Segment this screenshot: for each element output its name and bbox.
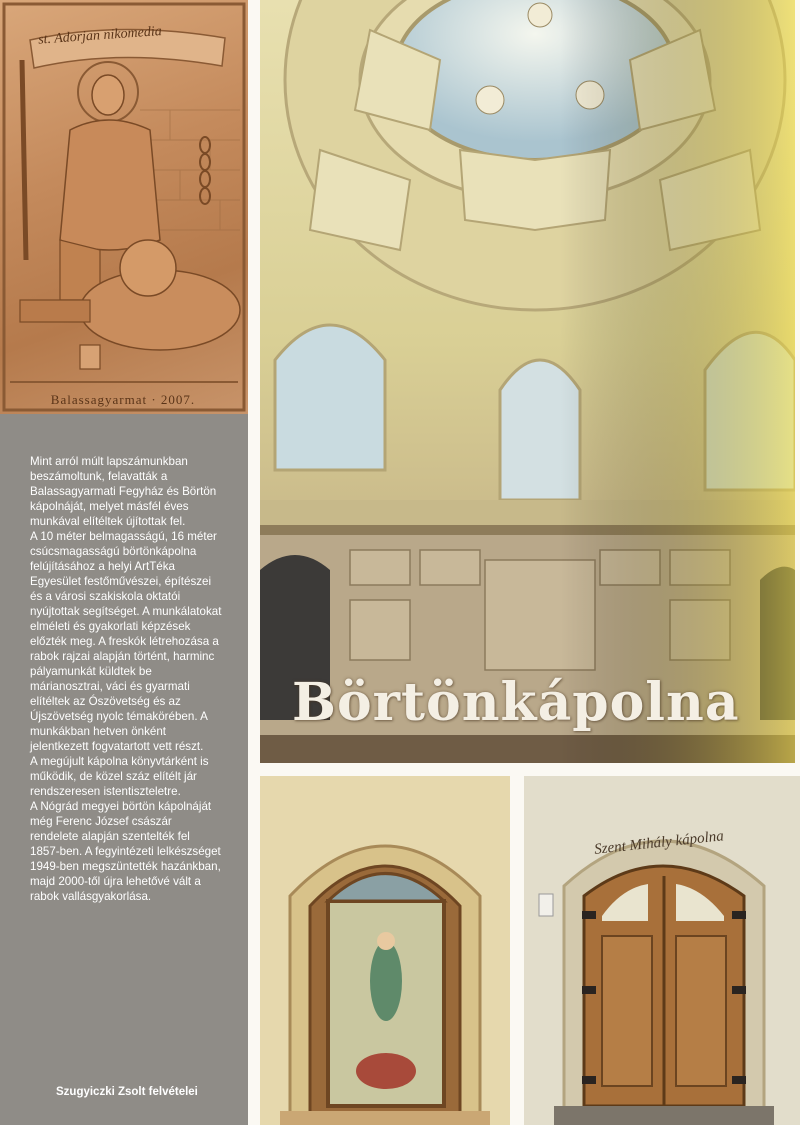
chapel-dome-photo	[260, 0, 795, 763]
door-sign-text: Szent Mihály kápolna	[593, 828, 725, 858]
page-title: Börtönkápolna	[292, 672, 740, 733]
window-illustration	[260, 776, 510, 1125]
article-column	[0, 414, 248, 1125]
wood-carving-photo	[0, 0, 248, 414]
article-paragraph: A 10 méter belmagasságú, 16 méter csúcsmagasságú börtönkápolna felújításához a helyi ArtTéka Egyesület festőművészei, építészei és a városi szakiskola oktatói nyújtottak segítséget. A munkálatokat elméleti és gyakorlati képzések előzték meg. A freskók létrehozása a rabok rajzai alapján történt, harminc pályamunkát küldtek be márianosztrai, váci és gyarmati elítéltek az Ószövetség és az Újszövetség nyolc témakörében. A munkákban hetven önként jelentkezett fogvatartott vett részt.	[30, 530, 222, 753]
dome-illustration	[260, 0, 795, 763]
article-paragraph: A megújult kápolna könyvtárként is működik, de közel száz elítélt jár rendszeresen istentiszteletre.	[30, 755, 209, 798]
door-illustration	[524, 776, 800, 1125]
carving-footer-text: Balassagyarmat · 2007.	[50, 392, 196, 407]
carving-banner-text: st. Adorjan nikomedia	[37, 24, 163, 48]
article-body	[30, 454, 222, 904]
article-paragraph: Mint arról múlt lapszámunkban beszámoltunk, felavatták a Balassagyarmati Fegyház és Börtön kápolnáját, melyet másfél éves munkával elítéltek újítottak fel.	[30, 455, 217, 528]
stained-glass-window-photo	[260, 776, 510, 1125]
photo-credit: Szugyiczki Zsolt felvételei	[56, 1086, 198, 1098]
carving-illustration	[0, 0, 248, 414]
chapel-door-photo	[524, 776, 800, 1125]
article-paragraph: A Nógrád megyei börtön kápolnáját még Ferenc József császár rendelete alapján szentelték fel 1857-ben. A fegyintézeti lelkészséget 1949-ben megszüntették hazánkban, majd 2000-től újra lehetővé vált a rabok vallásgyakorlása.	[30, 800, 221, 903]
